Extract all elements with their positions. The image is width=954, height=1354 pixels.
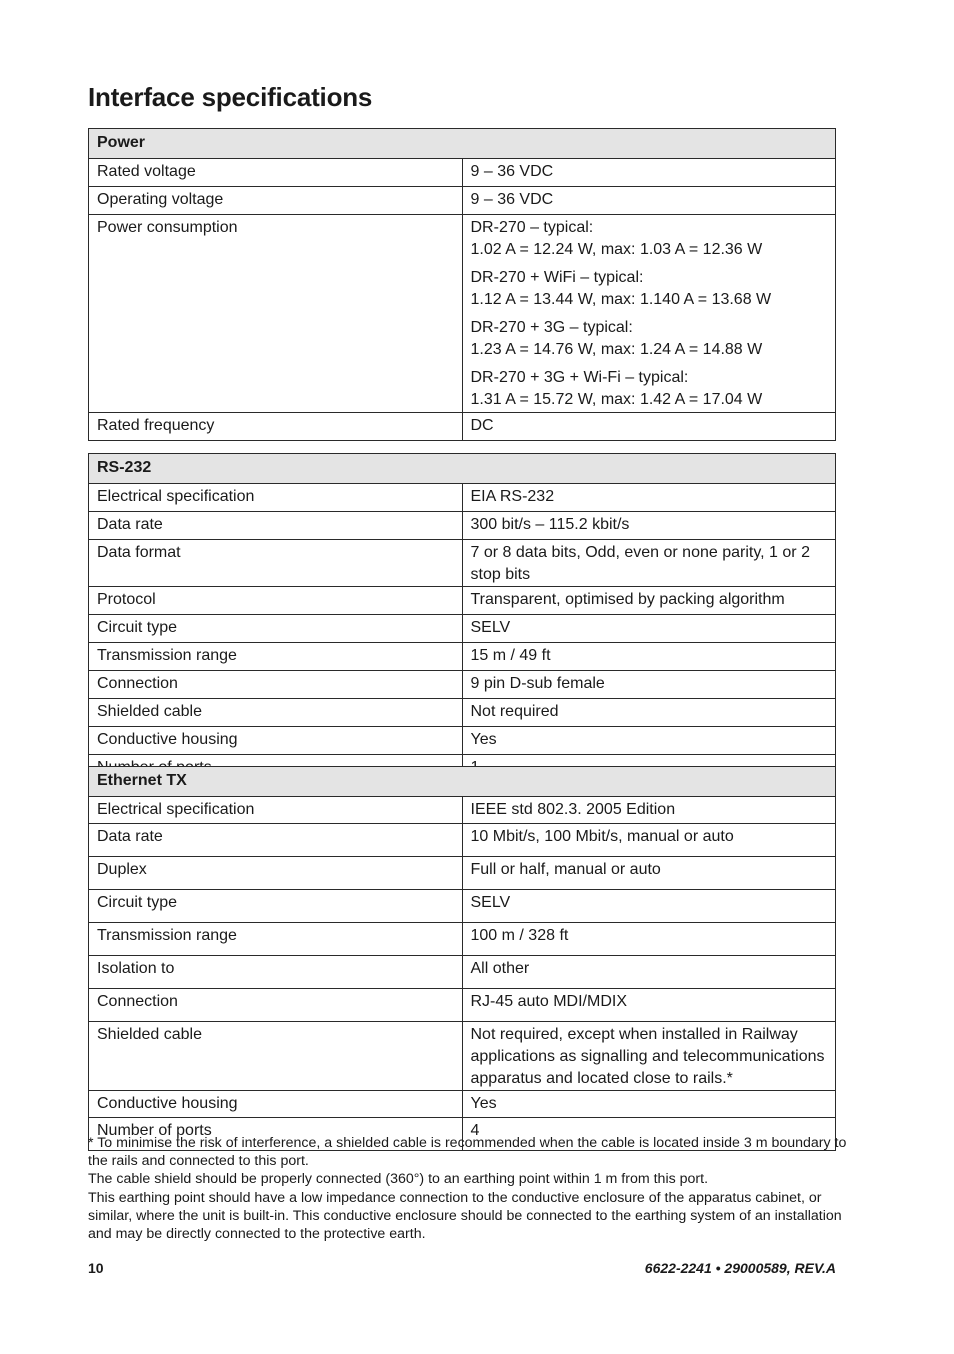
consumption-variant: DR-270 – typical: — [470, 219, 594, 236]
row-label: Conductive housing — [89, 727, 463, 755]
row-label: Data rate — [89, 824, 463, 857]
row-label: Transmission range — [89, 643, 463, 671]
table-row — [89, 484, 836, 512]
table-row — [89, 824, 836, 857]
row-value: 10 Mbit/s, 100 Mbit/s, manual or auto — [462, 824, 836, 857]
table-row — [89, 615, 836, 643]
rs232-spec-table — [88, 453, 836, 783]
footnote-paragraph: * To minimise the risk of interference, a shielded cable is recommended when the cable is located inside 3 m boundary to the rails and connected to this port. — [88, 1135, 847, 1170]
row-label: Connection — [89, 671, 463, 699]
table-row — [89, 159, 836, 187]
row-value: 9 pin D-sub female — [462, 671, 836, 699]
consumption-figures: 1.02 A = 12.24 W, max: 1.03 A = 12.36 W — [470, 241, 763, 258]
power-spec-table — [88, 128, 836, 441]
consumption-variant: DR-270 + 3G + Wi-Fi – typical: — [470, 369, 689, 386]
row-label: Shielded cable — [89, 699, 463, 727]
table-row — [89, 215, 836, 413]
table-row — [89, 671, 836, 699]
table-row — [89, 797, 836, 824]
row-value: 9 – 36 VDC — [462, 159, 836, 187]
table-row — [89, 1091, 836, 1118]
row-value: Transparent, optimised by packing algorithm — [462, 587, 836, 615]
table-header-row — [89, 454, 836, 484]
table-row — [89, 413, 836, 441]
page-title: Interface specifications — [88, 82, 373, 112]
row-label: Rated voltage — [89, 159, 463, 187]
row-label: Data rate — [89, 512, 463, 540]
row-label: Protocol — [89, 587, 463, 615]
row-value: Yes — [462, 727, 836, 755]
consumption-figures: 1.12 A = 13.44 W, max: 1.140 A = 13.68 W — [470, 291, 772, 308]
table-row — [89, 540, 836, 587]
row-value: 4 — [462, 1118, 836, 1151]
row-label: Circuit type — [89, 890, 463, 923]
row-value: Not required — [462, 699, 836, 727]
table-header-row — [89, 129, 836, 159]
row-label: Data format — [89, 540, 463, 587]
table-row — [89, 956, 836, 989]
section-heading-rs232: RS-232 — [89, 454, 836, 484]
row-value: 9 – 36 VDC — [462, 187, 836, 215]
footnote — [88, 1134, 848, 1243]
row-value: 15 m / 49 ft — [462, 643, 836, 671]
consumption-variant: DR-270 + WiFi – typical: — [470, 269, 644, 286]
table-row — [89, 587, 836, 615]
row-value: DC — [462, 413, 836, 441]
consumption-variant: DR-270 + 3G – typical: — [470, 319, 633, 336]
row-value: 300 bit/s – 115.2 kbit/s — [462, 512, 836, 540]
consumption-figures: 1.23 A = 14.76 W, max: 1.24 A = 14.88 W — [470, 341, 763, 358]
row-value: Full or half, manual or auto — [462, 857, 836, 890]
row-value: SELV — [462, 615, 836, 643]
consumption-entry — [471, 367, 828, 411]
row-label: Isolation to — [89, 956, 463, 989]
row-label: Electrical specification — [89, 484, 463, 512]
ethernet-spec-table — [88, 766, 836, 1151]
row-value: Yes — [462, 1091, 836, 1118]
row-label: Rated frequency — [89, 413, 463, 441]
row-label: Number of ports — [89, 1118, 463, 1151]
row-label: Connection — [89, 989, 463, 1022]
row-label: Electrical specification — [89, 797, 463, 824]
row-label: Circuit type — [89, 615, 463, 643]
consumption-figures: 1.31 A = 15.72 W, max: 1.42 A = 17.04 W — [470, 391, 763, 408]
table-row — [89, 699, 836, 727]
table-row — [89, 890, 836, 923]
footnote-paragraph: The cable shield should be properly connected (360°) to an earthing point within 1 m from this port. — [88, 1171, 709, 1188]
page-number: 10 — [88, 1260, 104, 1276]
table-row — [89, 512, 836, 540]
footnote-paragraph: This earthing point should have a low impedance connection to the conductive enclosure of the apparatus cabinet, or similar, where the unit is built-in. This conductive enclosure should be connected to the earthing system of an installation and may be directly connected to the protective earth. — [88, 1189, 842, 1243]
consumption-entry — [471, 317, 828, 361]
row-label: Transmission range — [89, 923, 463, 956]
table-row — [89, 1022, 836, 1091]
row-value: EIA RS-232 — [462, 484, 836, 512]
table-row — [89, 727, 836, 755]
row-value: Not required, except when installed in Railway applications as signalling and telecommunications apparatus and located close to rails.* — [462, 1022, 836, 1091]
row-value: 7 or 8 data bits, Odd, even or none parity, 1 or 2 stop bits — [462, 540, 836, 587]
row-label: Operating voltage — [89, 187, 463, 215]
row-label: Shielded cable — [89, 1022, 463, 1091]
row-label: Conductive housing — [89, 1091, 463, 1118]
power-consumption-values — [462, 215, 836, 413]
row-value: 100 m / 328 ft — [462, 923, 836, 956]
row-value: SELV — [462, 890, 836, 923]
document-reference: 6622-2241 • 29000589, REV.A — [644, 1260, 836, 1276]
table-row — [89, 643, 836, 671]
row-label: Duplex — [89, 857, 463, 890]
table-row — [89, 923, 836, 956]
consumption-entry — [471, 217, 828, 261]
section-heading-power: Power — [89, 129, 836, 159]
row-label: Power consumption — [89, 215, 463, 413]
row-value: All other — [462, 956, 836, 989]
table-header-row — [89, 767, 836, 797]
consumption-entry — [471, 267, 828, 311]
section-heading-ethernet: Ethernet TX — [89, 767, 836, 797]
row-value: RJ-45 auto MDI/MDIX — [462, 989, 836, 1022]
row-value: IEEE std 802.3. 2005 Edition — [462, 797, 836, 824]
table-row — [89, 989, 836, 1022]
table-row — [89, 187, 836, 215]
table-row — [89, 857, 836, 890]
